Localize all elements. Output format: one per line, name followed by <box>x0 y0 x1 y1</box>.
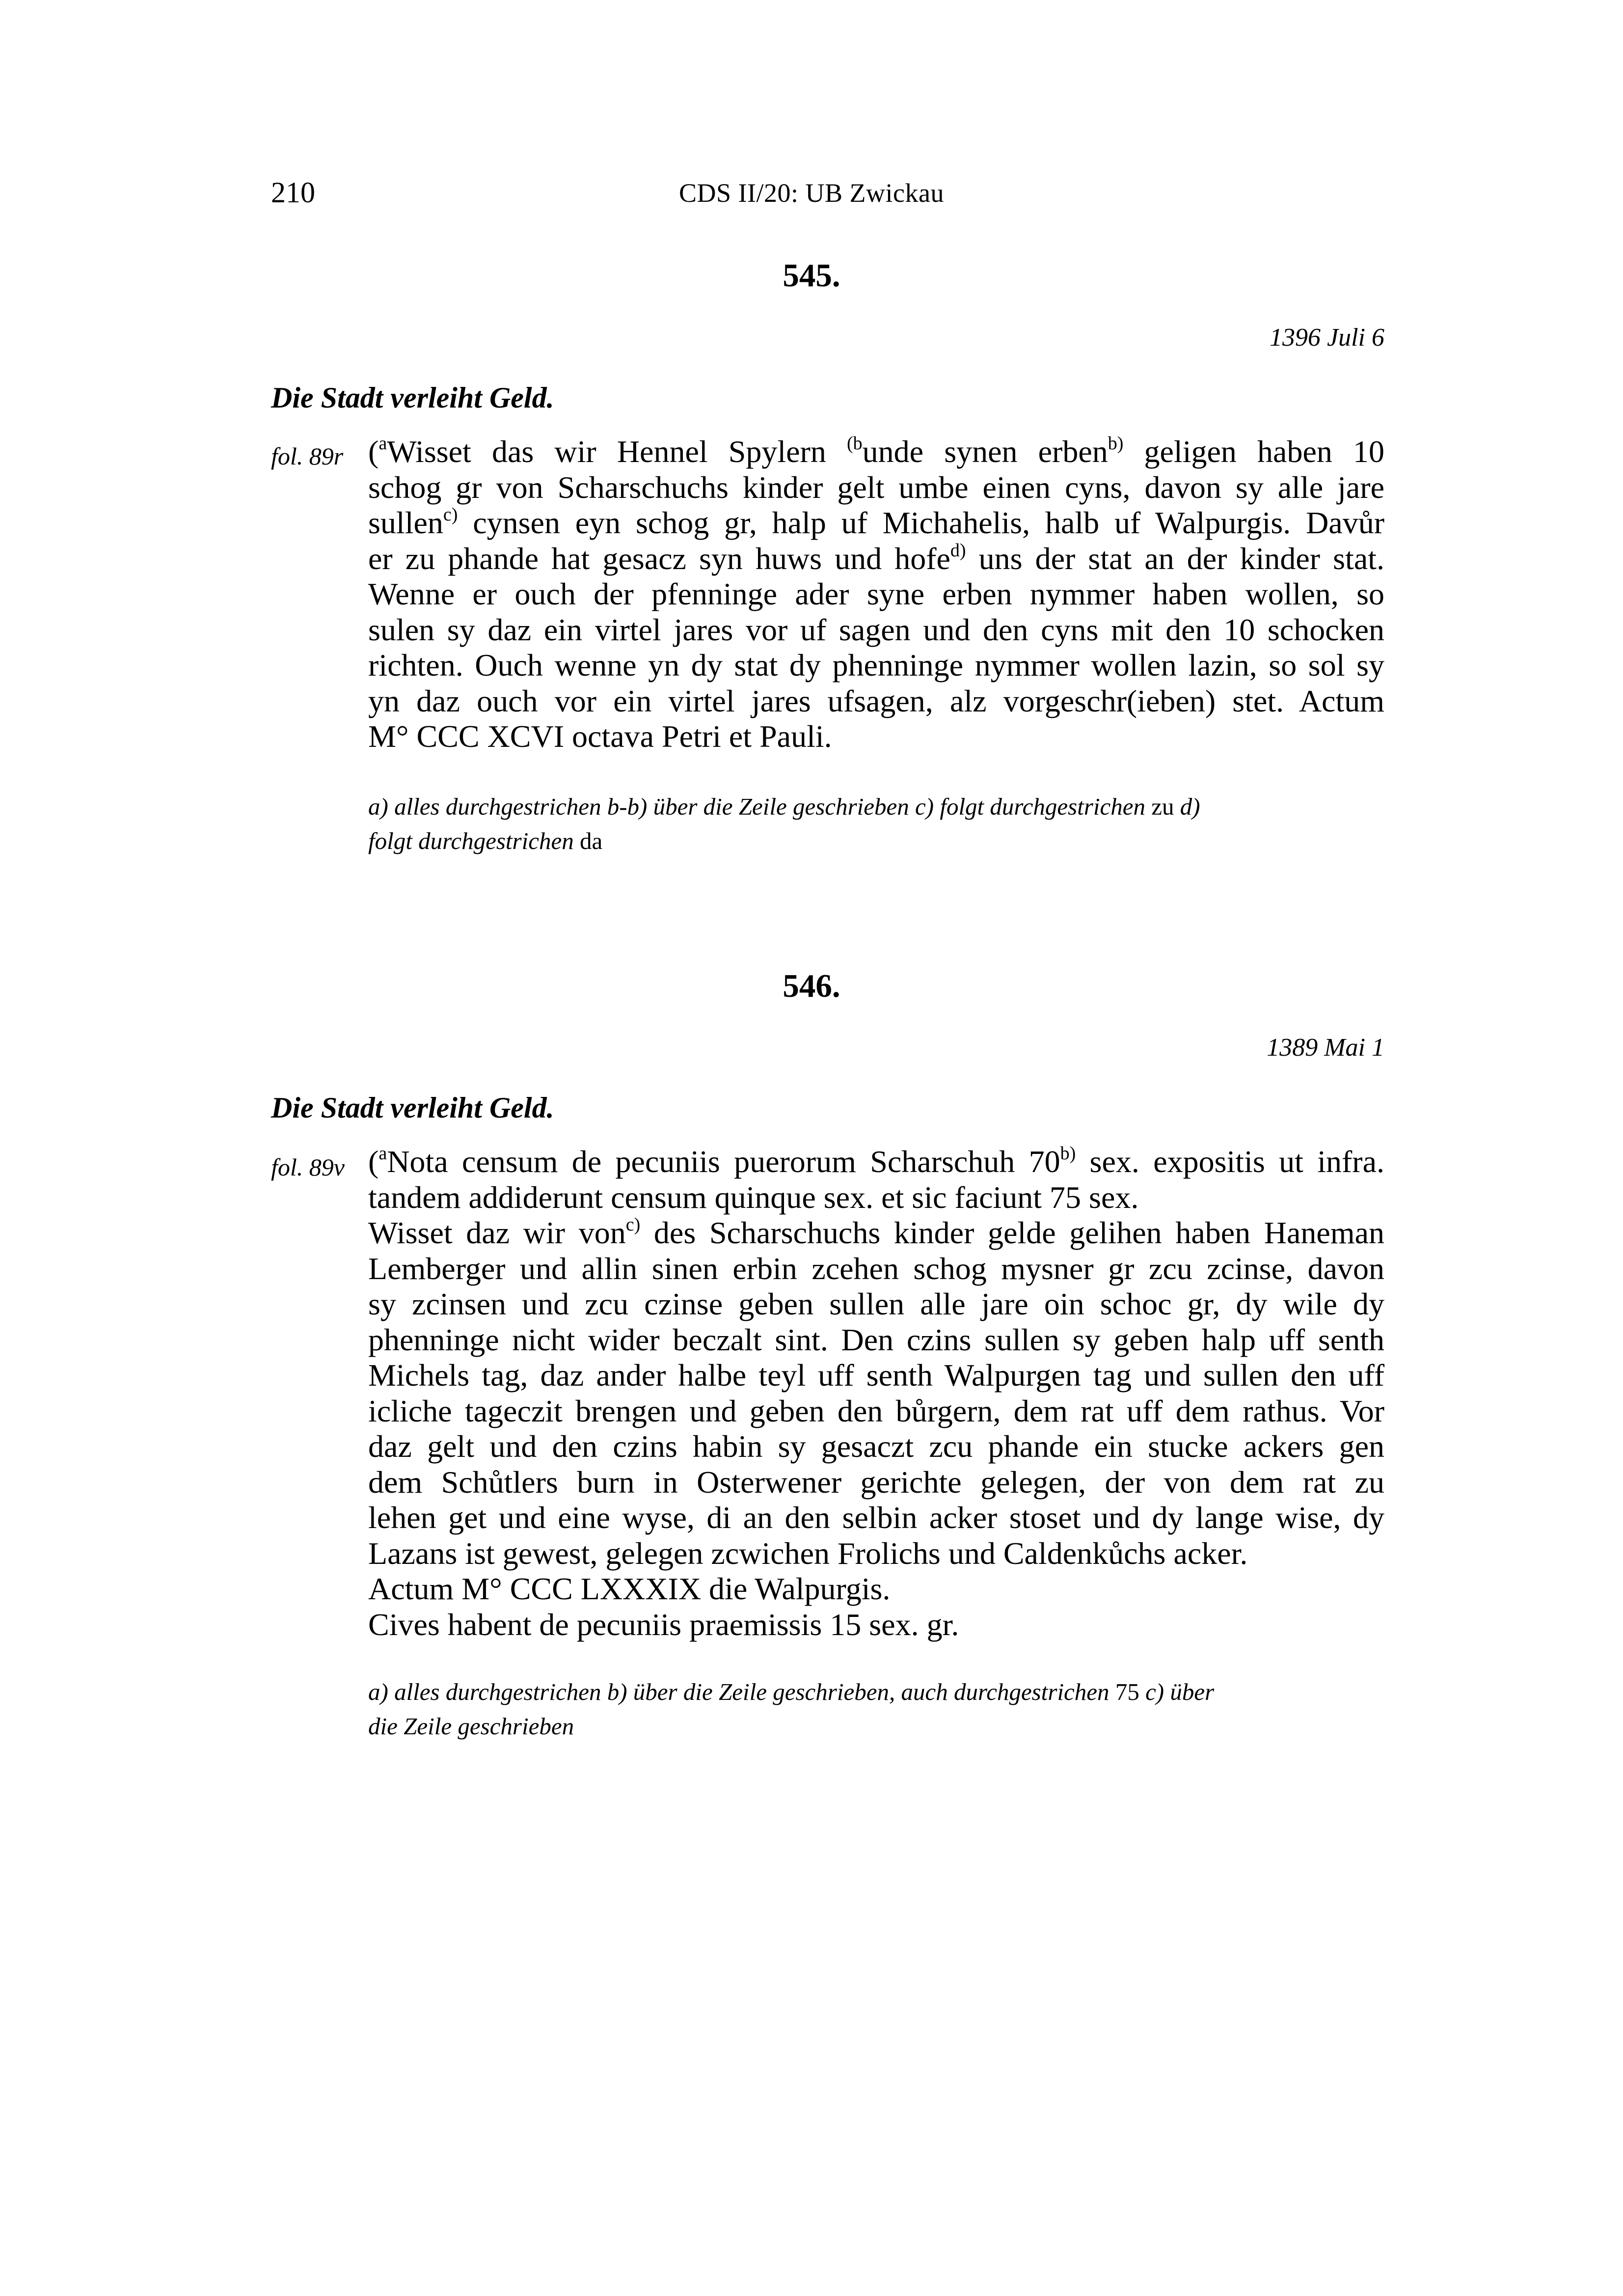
note-text: 75 <box>1115 1678 1139 1705</box>
document-date: 1389 Mai 1 <box>1267 1034 1384 1062</box>
document-number: 545. <box>783 257 840 294</box>
note-text: zu <box>1151 793 1174 820</box>
text-line <box>368 719 1384 755</box>
text-segment: sy zcinsen und zcu czinse geben sullen alle jare oin schoc gr, dy wile dy <box>368 1286 1384 1321</box>
document-number: 546. <box>783 968 840 1004</box>
footnote-marker: b) <box>1060 1143 1076 1164</box>
text-line <box>368 1358 1384 1394</box>
text-segment: Wisset daz wir von <box>368 1215 626 1250</box>
document-body <box>368 1144 1384 1642</box>
text-segment: sex. expositis ut infra. <box>1076 1144 1385 1179</box>
folio-reference: fol. 89r <box>271 442 344 470</box>
text-segment: daz gelt und den czins habin sy gesaczt zcu phande ein stucke ackers gen <box>368 1429 1384 1464</box>
text-segment: lehen get und eine wyse, di an den selbin acker stoset und dy lange wise, dy <box>368 1500 1384 1535</box>
note-text: d) <box>1174 793 1200 820</box>
text-line <box>368 1607 1384 1643</box>
text-line <box>368 612 1384 648</box>
text-segment: schog gr von Scharschuchs kinder gelt umbe einen cyns, davon sy alle jare <box>368 469 1384 505</box>
text-segment: unde synen erben <box>862 434 1108 469</box>
text-segment: phenninge nicht wider beczalt sint. Den czins sullen sy geben halp uff senth <box>368 1322 1384 1357</box>
running-title: CDS II/20: UB Zwickau <box>679 178 944 208</box>
text-segment: des Scharschuchs kinder gelde gelihen haben Haneman <box>640 1215 1384 1250</box>
note-line <box>368 1709 1384 1744</box>
note-line <box>368 1675 1384 1709</box>
text-line <box>368 1286 1384 1322</box>
footnote-marker: b) <box>1108 433 1124 454</box>
text-segment: Actum M° CCC LXXXIX die Walpurgis. <box>368 1571 891 1606</box>
text-line <box>368 648 1384 683</box>
text-segment: Lazans ist gewest, gelegen zcwichen Frolichs und Caldenkůchs acker. <box>368 1535 1248 1571</box>
text-line <box>368 1500 1384 1536</box>
text-segment: M° CCC XCVI octava Petri et Pauli. <box>368 719 832 754</box>
text-segment: er zu phande hat gesacz syn huws und hofe <box>368 541 950 576</box>
footnote-marker: c) <box>443 504 458 525</box>
text-line <box>368 1465 1384 1501</box>
document-body <box>368 434 1384 755</box>
note-text: a) alles durchgestrichen b-b) über die Zeile geschrieben c) folgt durchgestrichen <box>368 793 1152 820</box>
critical-apparatus <box>368 790 1384 858</box>
text-segment: Wisset das wir Hennel Spylern <box>387 434 847 469</box>
text-line <box>368 1394 1384 1429</box>
note-text: a) alles durchgestrichen b) über die Zeile geschrieben, auch durchgestrichen <box>368 1678 1115 1705</box>
text-line <box>368 470 1384 506</box>
text-segment: richten. Ouch wenne yn dy stat dy phenninge nymmer wollen lazin, so sol sy <box>368 648 1384 683</box>
page-number: 210 <box>271 176 315 209</box>
note-text: die Zeile geschrieben <box>368 1713 574 1740</box>
text-segment: sullen <box>368 505 443 540</box>
text-line <box>368 434 1384 470</box>
note-text: folgt durchgestrichen <box>368 827 580 854</box>
text-segment: Michels tag, daz ander halbe teyl uff senth Walpurgen tag und sullen den uff <box>368 1358 1384 1393</box>
document-date: 1396 Juli 6 <box>1270 324 1384 352</box>
text-segment: Cives habent de pecuniis praemissis 15 sex. gr. <box>368 1607 959 1642</box>
text-line <box>368 683 1384 719</box>
text-segment: ( <box>368 434 379 469</box>
note-text: da <box>579 827 603 854</box>
text-segment: geligen haben 10 <box>1123 434 1385 469</box>
text-line <box>368 1322 1384 1358</box>
folio-reference: fol. 89v <box>271 1153 345 1181</box>
document-heading: Die Stadt verleiht Geld. <box>271 382 554 414</box>
text-segment: cynsen eyn schog gr, halp uf Michahelis, halb uf Walpurgis. Davůr <box>458 505 1384 540</box>
text-line <box>368 1180 1384 1216</box>
footnote-marker: d) <box>950 540 966 561</box>
note-line <box>368 824 1384 858</box>
text-line <box>368 1251 1384 1287</box>
note-text: c) über <box>1139 1678 1215 1705</box>
text-line <box>368 1429 1384 1465</box>
footnote-marker: c) <box>625 1214 641 1235</box>
text-line <box>368 541 1384 577</box>
document-heading: Die Stadt verleiht Geld. <box>271 1092 554 1124</box>
text-line <box>368 1571 1384 1607</box>
critical-apparatus <box>368 1675 1384 1744</box>
text-segment: tandem addiderunt censum quinque sex. et sic faciunt 75 sex. <box>368 1179 1139 1215</box>
footnote-marker: a <box>379 1143 387 1164</box>
note-line <box>368 790 1384 824</box>
text-line <box>368 576 1384 612</box>
text-line <box>368 1215 1384 1251</box>
text-segment: icliche tageczit brengen und geben den bůrgern, dem rat uff dem rathus. Vor <box>368 1393 1384 1428</box>
footnote-marker: a <box>379 433 387 454</box>
text-line <box>368 1536 1384 1572</box>
text-segment: Wenne er ouch der pfenninge ader syne erben nymmer haben wollen, so <box>368 576 1384 611</box>
text-line <box>368 505 1384 541</box>
text-segment: Lemberger und allin sinen erbin zcehen schog mysner gr zcu zcinse, davon <box>368 1251 1384 1286</box>
text-segment: sulen sy daz ein virtel jares vor uf sagen und den cyns mit den 10 schocken <box>368 612 1384 647</box>
text-segment: uns der stat an der kinder stat. <box>966 541 1384 576</box>
footnote-marker: (b <box>847 433 863 454</box>
text-line <box>368 1144 1384 1180</box>
text-segment: ( <box>368 1144 379 1179</box>
text-segment: dem Schůtlers burn in Osterwener gerichte gelegen, der von dem rat zu <box>368 1464 1384 1500</box>
text-segment: yn daz ouch vor ein virtel jares ufsagen, alz vorgeschr(ieben) stet. Actum <box>368 683 1384 718</box>
text-segment: Nota censum de pecuniis puerorum Scharschuh 70 <box>387 1144 1060 1179</box>
